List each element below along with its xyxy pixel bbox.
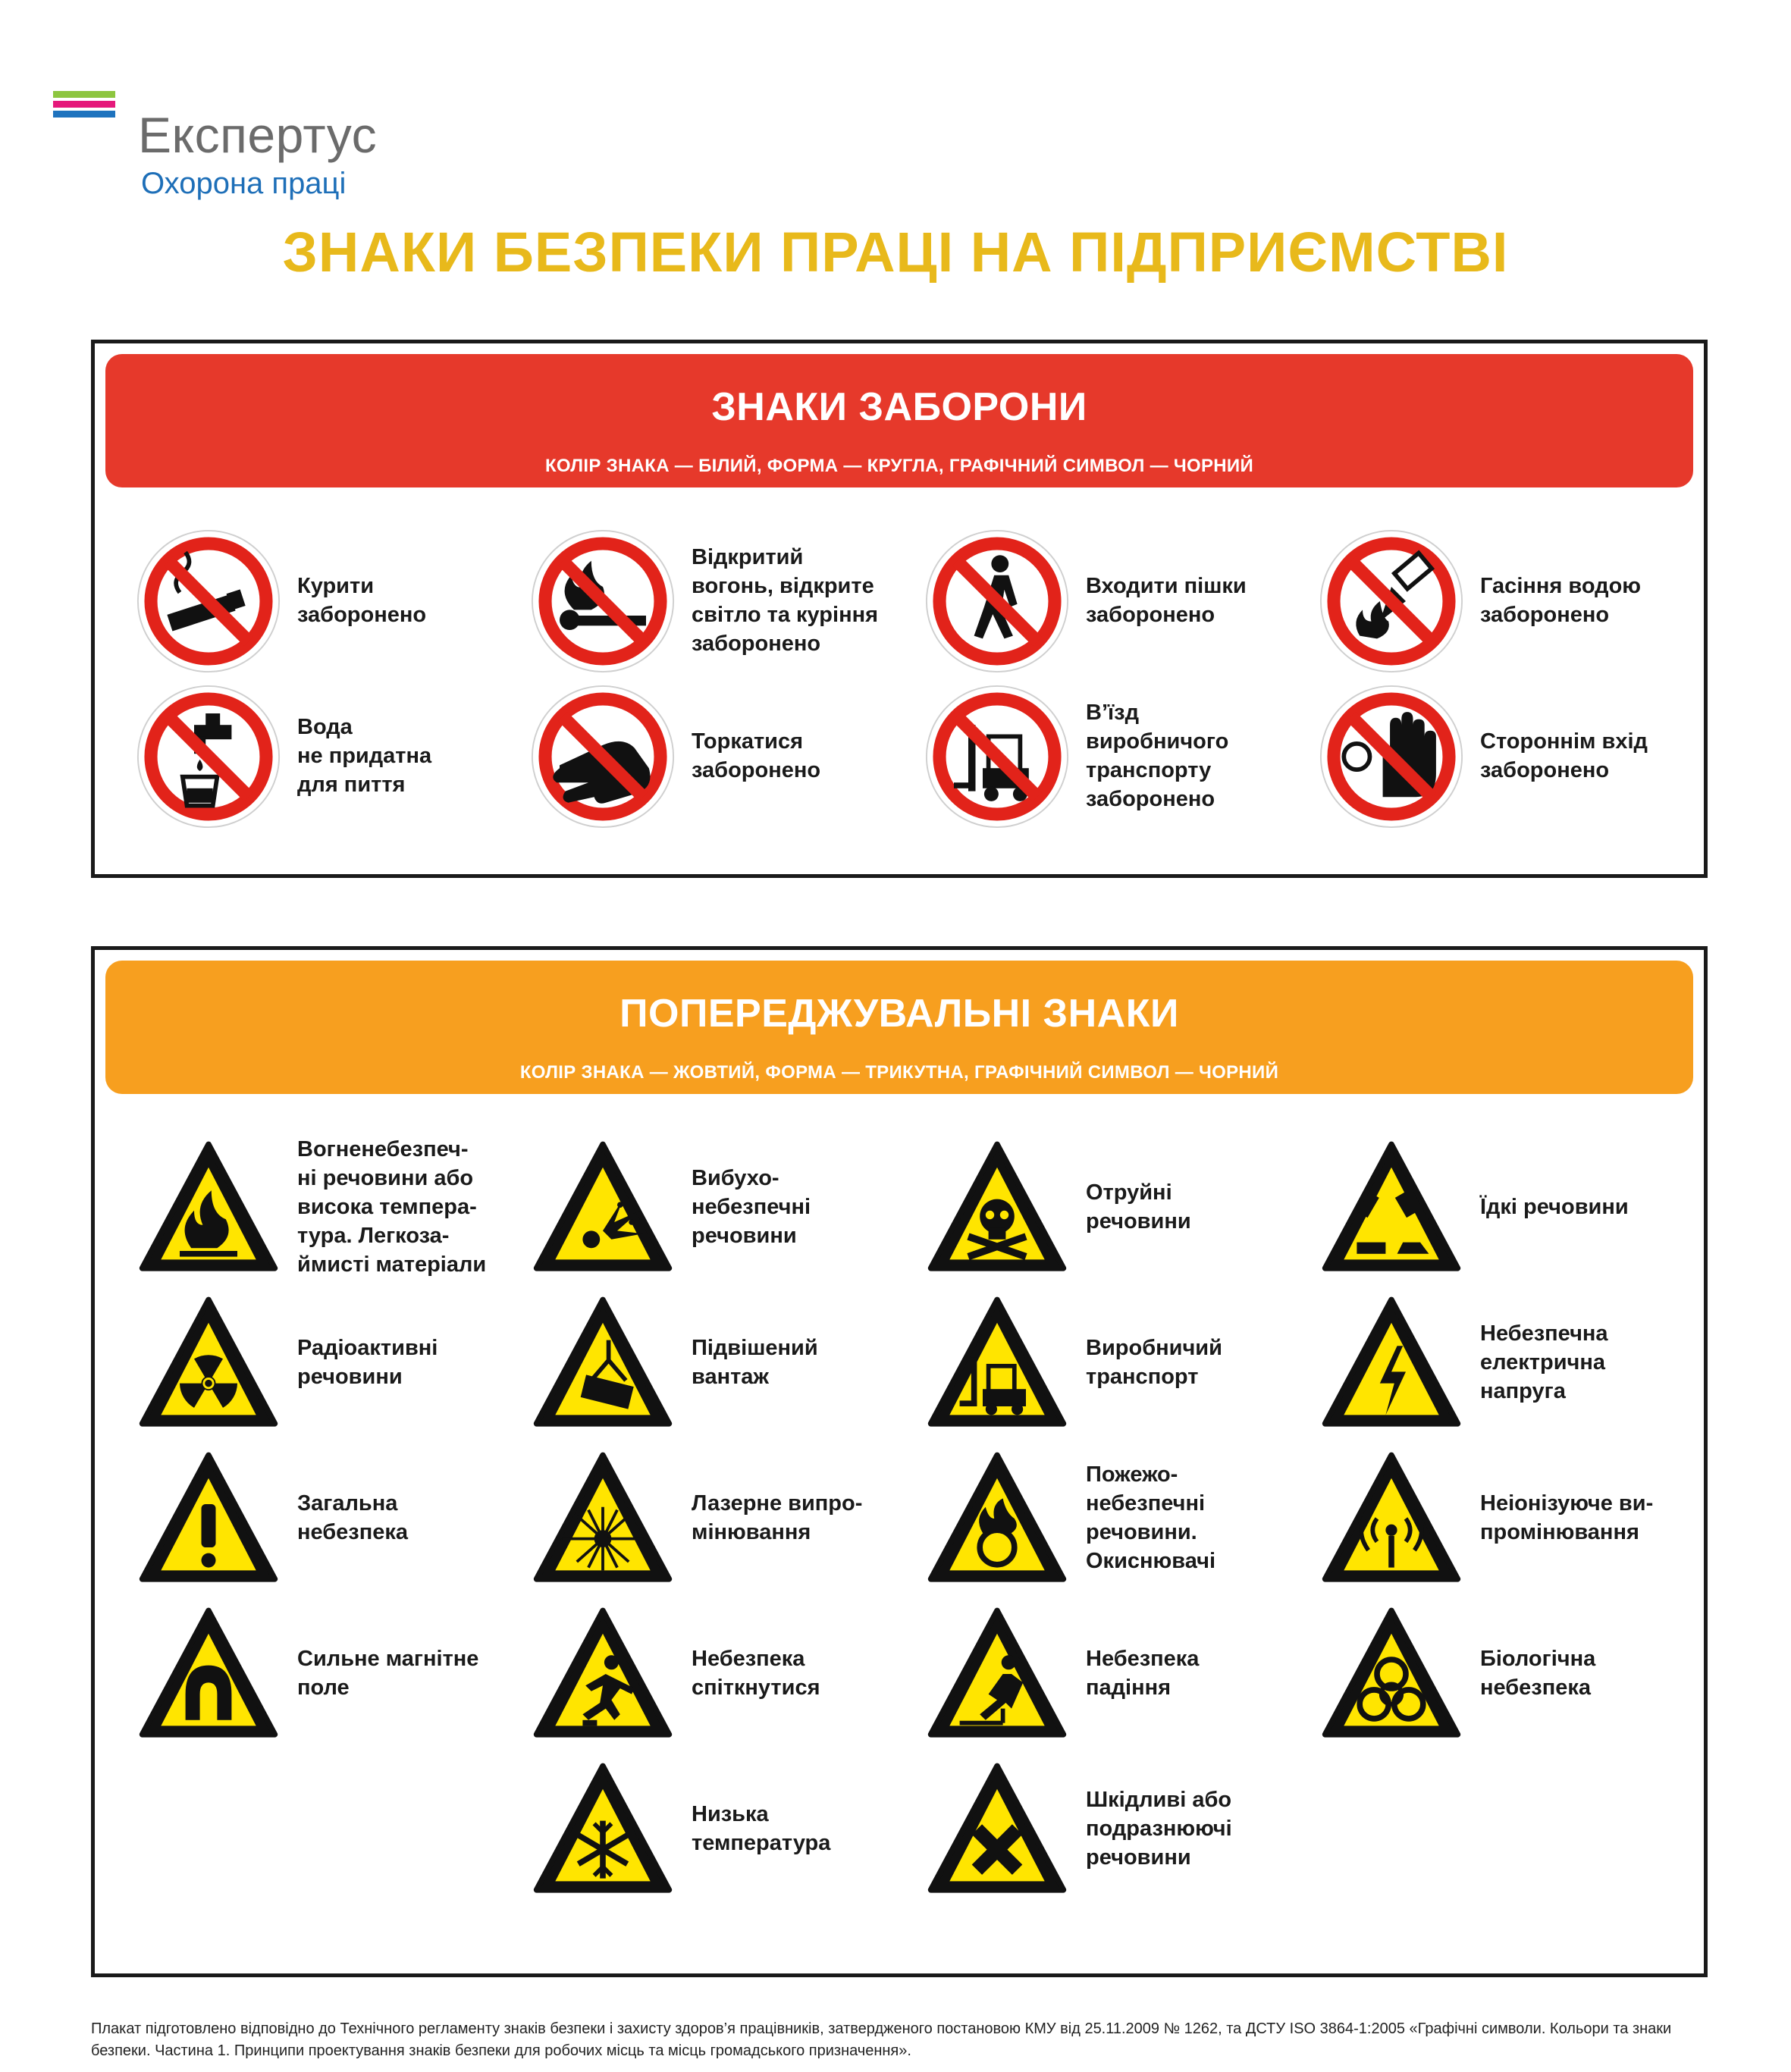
logo-bar-green xyxy=(53,91,115,98)
warning-sign-item xyxy=(531,1136,917,1280)
no-forklifts-icon xyxy=(925,685,1069,829)
no-water-extinguishing-icon xyxy=(1319,529,1463,673)
sign-label: Небезпечна електрична напруга xyxy=(1480,1321,1608,1403)
prohibition-subtitle: КОЛІР ЗНАКА — БІЛИЙ, ФОРМА — КРУГЛА, ГРАФІЧНИЙ СИМВОЛ — ЧОРНИЙ xyxy=(544,456,1254,476)
drop-hazard-icon xyxy=(925,1602,1069,1746)
footer-note: Плакат підготовлено відповідно до Технічного регламенту знаків безпеки і захисту здоров’я працівників, затвердженого постановою КМУ від 25.11.2009 № 1262, та ДСТУ ISO 3864-1:2005 «Графічні символи. Кольори та знаки безпеки. Частина 1. Принципи проектування знаків безпеки для робочих місць та місць громадського призначення». xyxy=(91,2020,1672,2059)
prohibition-sign-item xyxy=(531,685,917,829)
warning-sign-item xyxy=(136,1602,523,1746)
sign-label: Радіоактивні речовини xyxy=(297,1336,438,1389)
prohibition-sign-item xyxy=(136,529,523,673)
sign-label: Входити пішки заборонено xyxy=(1086,574,1247,627)
no-pedestrians-icon xyxy=(925,529,1069,673)
sign-label: Небезпека падіння xyxy=(1086,1647,1200,1700)
harmful-irritant-icon xyxy=(925,1757,1069,1901)
sign-label: Неіонізуюче ви- промінювання xyxy=(1480,1491,1654,1544)
warning-sign-item xyxy=(925,1447,1312,1591)
sign-label: Їдкі речовини xyxy=(1480,1195,1629,1219)
warning-sign-item xyxy=(531,1291,917,1435)
prohibition-sign-item xyxy=(925,529,1312,673)
logo-name: Експертус xyxy=(138,107,378,163)
no-unauthorized-entry-icon xyxy=(1319,685,1463,829)
prohibition-sign-item xyxy=(1319,685,1706,829)
warning-sign-item xyxy=(136,1291,523,1435)
sign-label: Гасіння водою заборонено xyxy=(1480,574,1642,627)
trip-hazard-icon xyxy=(531,1602,675,1746)
prohibition-sign-item xyxy=(136,685,523,829)
prohibition-sign-item xyxy=(925,685,1312,829)
warning-header xyxy=(105,961,1693,1094)
no-drinking-water-icon xyxy=(136,685,281,829)
warning-sign-item xyxy=(531,1757,917,1901)
prohibition-title: ЗНАКИ ЗАБОРОНИ xyxy=(711,385,1087,429)
warning-sign-item xyxy=(1319,1136,1706,1280)
warning-sign-item xyxy=(925,1757,1312,1901)
warning-sign-item xyxy=(531,1447,917,1591)
sign-label: Лазерне випро- мінювання xyxy=(692,1491,863,1544)
sign-label: Низька температура xyxy=(692,1802,831,1855)
warning-sign-item xyxy=(925,1136,1312,1280)
warning-subtitle: КОЛІР ЗНАКА — ЖОВТИЙ, ФОРМА — ТРИКУТНА, ГРАФІЧНИЙ СИМВОЛ — ЧОРНИЙ xyxy=(519,1062,1279,1083)
sign-label: Сильне магнітне поле xyxy=(297,1647,479,1700)
prohibition-sign-item xyxy=(1319,529,1706,673)
low-temperature-icon xyxy=(531,1757,675,1901)
logo-subtitle: Охорона праці xyxy=(141,167,347,200)
no-touching-icon xyxy=(531,685,675,829)
warning-title: ПОПЕРЕДЖУВАЛЬНІ ЗНАКИ xyxy=(619,992,1179,1036)
warning-sign-item xyxy=(1319,1447,1706,1591)
warning-sign-item xyxy=(925,1291,1312,1435)
sign-label: Стороннім вхід заборонено xyxy=(1480,729,1648,782)
radioactive-icon xyxy=(136,1291,281,1435)
biohazard-icon xyxy=(1319,1602,1463,1746)
sign-label: В’їзд виробничого транспорту заборонено xyxy=(1086,701,1229,811)
logo-bar-pink xyxy=(53,101,115,108)
sign-label: Торкатися заборонено xyxy=(692,729,821,782)
laser-icon xyxy=(531,1447,675,1591)
explosive-icon xyxy=(531,1136,675,1280)
sign-label: Курити заборонено xyxy=(297,574,427,627)
overhead-load-icon xyxy=(531,1291,675,1435)
page-title: ЗНАКИ БЕЗПЕКИ ПРАЦІ НА ПІДПРИЄМСТВІ xyxy=(282,221,1509,284)
logo-bar-blue xyxy=(53,111,115,118)
no-open-flame-icon xyxy=(531,529,675,673)
sign-label: Відкритий вогонь, відкрите світло та куріння заборонено xyxy=(692,545,879,656)
sign-label: Вогненебезпеч- ні речовини або висока темпера- тура. Легкоза- ймисті матеріали xyxy=(297,1137,487,1277)
prohibition-sign-item xyxy=(531,529,917,673)
warning-sign-item xyxy=(925,1602,1312,1746)
warning-sign-item xyxy=(531,1602,917,1746)
prohibition-panel xyxy=(91,340,1708,878)
no-smoking-icon xyxy=(136,529,281,673)
electricity-icon xyxy=(1319,1291,1463,1435)
sign-label: Загальна небезпека xyxy=(297,1491,409,1544)
sign-label: Виробничий транспорт xyxy=(1086,1336,1222,1389)
general-danger-icon xyxy=(136,1447,281,1591)
flammable-icon xyxy=(136,1136,281,1280)
logo-bars-icon xyxy=(53,91,115,121)
sign-label: Підвішений вантаж xyxy=(692,1336,818,1389)
forklift-icon xyxy=(925,1291,1069,1435)
prohibition-header xyxy=(105,354,1693,487)
magnetic-field-icon xyxy=(136,1602,281,1746)
sign-label: Небезпека спіткнутися xyxy=(692,1647,820,1700)
toxic-icon xyxy=(925,1136,1069,1280)
sign-label: Пожежо- небезпечні речовини. Окиснювачі xyxy=(1086,1462,1216,1573)
oxidizing-icon xyxy=(925,1447,1069,1591)
sign-label: Шкідливі або подразнюючі речовини xyxy=(1086,1788,1232,1870)
sign-label: Біологічна небезпека xyxy=(1480,1647,1596,1700)
warning-sign-item xyxy=(136,1447,523,1591)
warning-sign-item xyxy=(1319,1602,1706,1746)
warning-panel xyxy=(91,946,1708,1977)
corrosive-icon xyxy=(1319,1136,1463,1280)
sign-label: Вода не придатна для пиття xyxy=(297,715,432,797)
warning-sign-item xyxy=(136,1136,523,1280)
sign-label: Отруйні речовини xyxy=(1086,1180,1191,1233)
non-ionizing-radiation-icon xyxy=(1319,1447,1463,1591)
sign-label: Вибухо- небезпечні речовини xyxy=(692,1166,811,1248)
warning-sign-item xyxy=(1319,1291,1706,1435)
